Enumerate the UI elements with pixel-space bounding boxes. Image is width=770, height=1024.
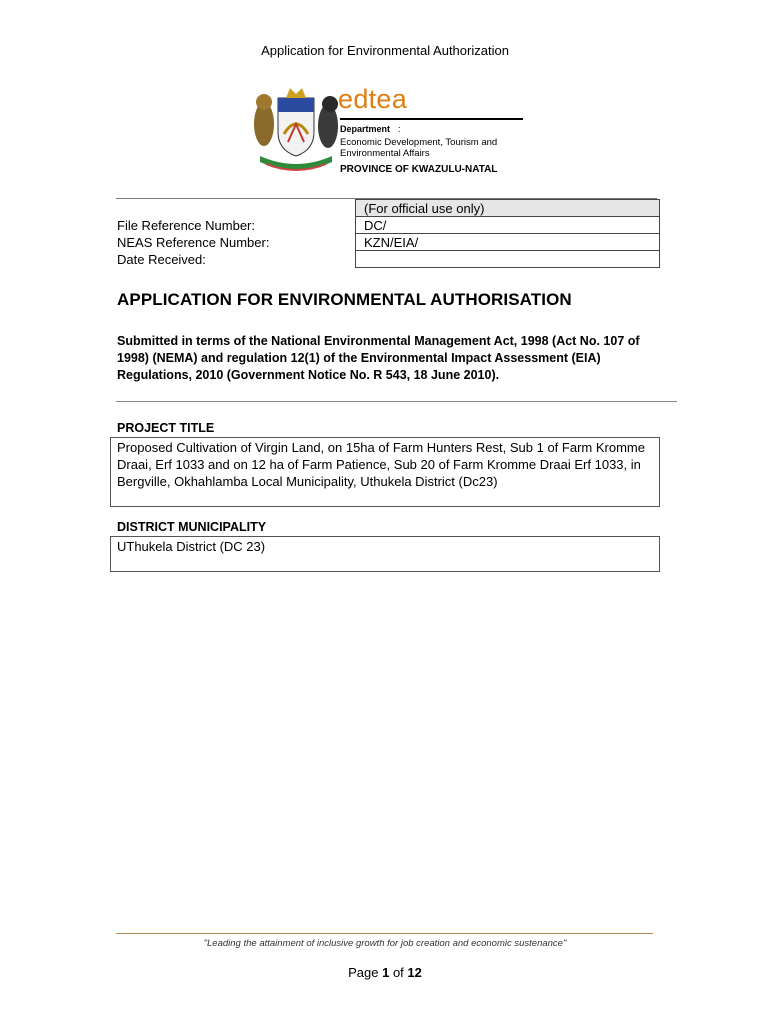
footer-slogan: "Leading the attainment of inclusive growth for job creation and economic sustenance" (203, 938, 567, 949)
section-divider (116, 401, 677, 402)
running-header-title: Application for Environmental Authorization (261, 43, 509, 58)
department-colon: : (398, 124, 401, 134)
department-name: Economic Development, Tourism and Environmental Affairs (340, 137, 498, 159)
page-of: of (392, 965, 404, 980)
department-label: Department (340, 124, 391, 134)
page-number (0, 965, 770, 980)
project-title-field[interactable]: Proposed Cultivation of Virgin Land, on 15ha of Farm Hunters Rest, Sub 1 of Farm Kromme Draai, Erf 1033 and on 12 ha of Farm Patience, Sub 20 of Farm Kromme Draai Erf 1033, in Bergville, Okhahlamba Local Municipality, Uthukela District (Dc23) (110, 437, 660, 507)
brand-name: edtea (338, 84, 408, 114)
page-total: 12 (407, 965, 422, 980)
neas-reference-label: NEAS Reference Number: (117, 235, 270, 250)
file-reference-value[interactable]: DC/ (356, 217, 660, 234)
brand-divider (340, 118, 523, 120)
district-heading: DISTRICT MUNICIPALITY (117, 520, 267, 534)
legal-subtitle: Submitted in terms of the National Environmental Management Act, 1998 (Act No. 107 of 1998) (NEMA) and regulation 12(1) of the Environmental Impact Assessment (EIA) Regulations, 2010 (Government Notice No. R 543, 18 June 2010). (117, 334, 640, 382)
page-title: APPLICATION FOR ENVIRONMENTAL AUTHORISATION (117, 290, 572, 309)
page-word: Page (348, 965, 379, 980)
page-current: 1 (382, 965, 390, 980)
date-received-value[interactable] (356, 251, 660, 268)
date-received-label: Date Received: (117, 252, 206, 267)
reference-labels (117, 217, 269, 268)
coat-of-arms-logo (246, 84, 346, 176)
neas-reference-value[interactable]: KZN/EIA/ (356, 234, 660, 251)
province-name: PROVINCE OF KWAZULU-NATAL (340, 164, 498, 175)
footer-divider (116, 933, 653, 934)
file-reference-label: File Reference Number: (117, 218, 255, 233)
project-title-heading: PROJECT TITLE (117, 421, 215, 435)
official-use-table (355, 199, 660, 268)
official-use-header: (For official use only) (356, 200, 660, 217)
district-field[interactable]: UThukela District (DC 23) (110, 536, 660, 572)
